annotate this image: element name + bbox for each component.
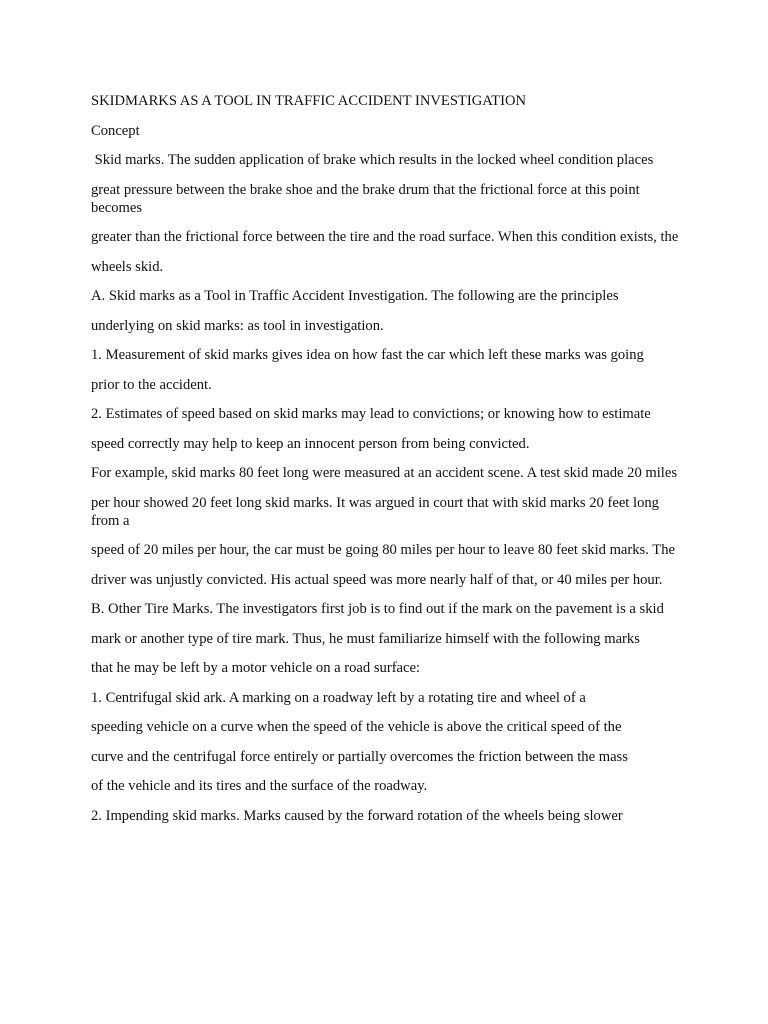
paragraph: 1. Centrifugal skid ark. A marking on a roadway left by a rotating tire and wheel of a: [91, 689, 586, 706]
paragraph: greater than the frictional force between the tire and the road surface. When this condition exists, the: [91, 229, 679, 245]
paragraph: per hour showed 20 feet long skid marks. It was argued in court that with skid marks 20 feet long from a: [91, 494, 659, 529]
paragraph: that he may be left by a motor vehicle on a road surface:: [91, 660, 421, 676]
paragraph: great pressure between the brake shoe and the brake drum that the frictional force at this point becomes: [91, 181, 640, 216]
paragraph: 1. Measurement of skid marks gives idea on how fast the car which left these marks was going: [91, 347, 644, 363]
paragraph: speed correctly may help to keep an innocent person from being convicted.: [91, 435, 530, 452]
paragraph: For example, skid marks 80 feet long were measured at an accident scene. A test skid made 20 miles: [91, 465, 678, 481]
paragraph: prior to the accident.: [91, 376, 212, 393]
paragraph: B. Other Tire Marks. The investigators first job is to find out if the mark on the pavement is a skid: [91, 601, 664, 617]
paragraph: driver was unjustly convicted. His actual speed was more nearly half of that, or 40 miles per hour.: [91, 571, 663, 588]
paragraph-concept: Concept: [91, 122, 140, 139]
paragraph: speed of 20 miles per hour, the car must be going 80 miles per hour to leave 80 feet skid marks. The: [91, 542, 675, 558]
paragraph: wheels skid.: [91, 258, 164, 275]
document-title: SKIDMARKS AS A TOOL IN TRAFFIC ACCIDENT INVESTIGATION: [91, 93, 527, 109]
paragraph: A. Skid marks as a Tool in Traffic Accident Investigation. The following are the principles: [91, 288, 619, 304]
paragraph: 2. Estimates of speed based on skid marks may lead to convictions; or knowing how to estimate: [91, 406, 651, 422]
document-body: [91, 92, 686, 836]
paragraph: curve and the centrifugal force entirely or partially overcomes the friction between the mass: [91, 748, 628, 765]
paragraph: underlying on skid marks: as tool in investigation.: [91, 317, 384, 334]
paragraph: speeding vehicle on a curve when the speed of the vehicle is above the critical speed of the: [91, 719, 622, 735]
paragraph: of the vehicle and its tires and the surface of the roadway.: [91, 778, 428, 794]
paragraph: Skid marks. The sudden application of brake which results in the locked wheel condition places: [91, 152, 654, 168]
paragraph: mark or another type of tire mark. Thus, he must familiarize himself with the following marks: [91, 630, 640, 647]
paragraph: 2. Impending skid marks. Marks caused by the forward rotation of the wheels being slower: [91, 807, 623, 824]
